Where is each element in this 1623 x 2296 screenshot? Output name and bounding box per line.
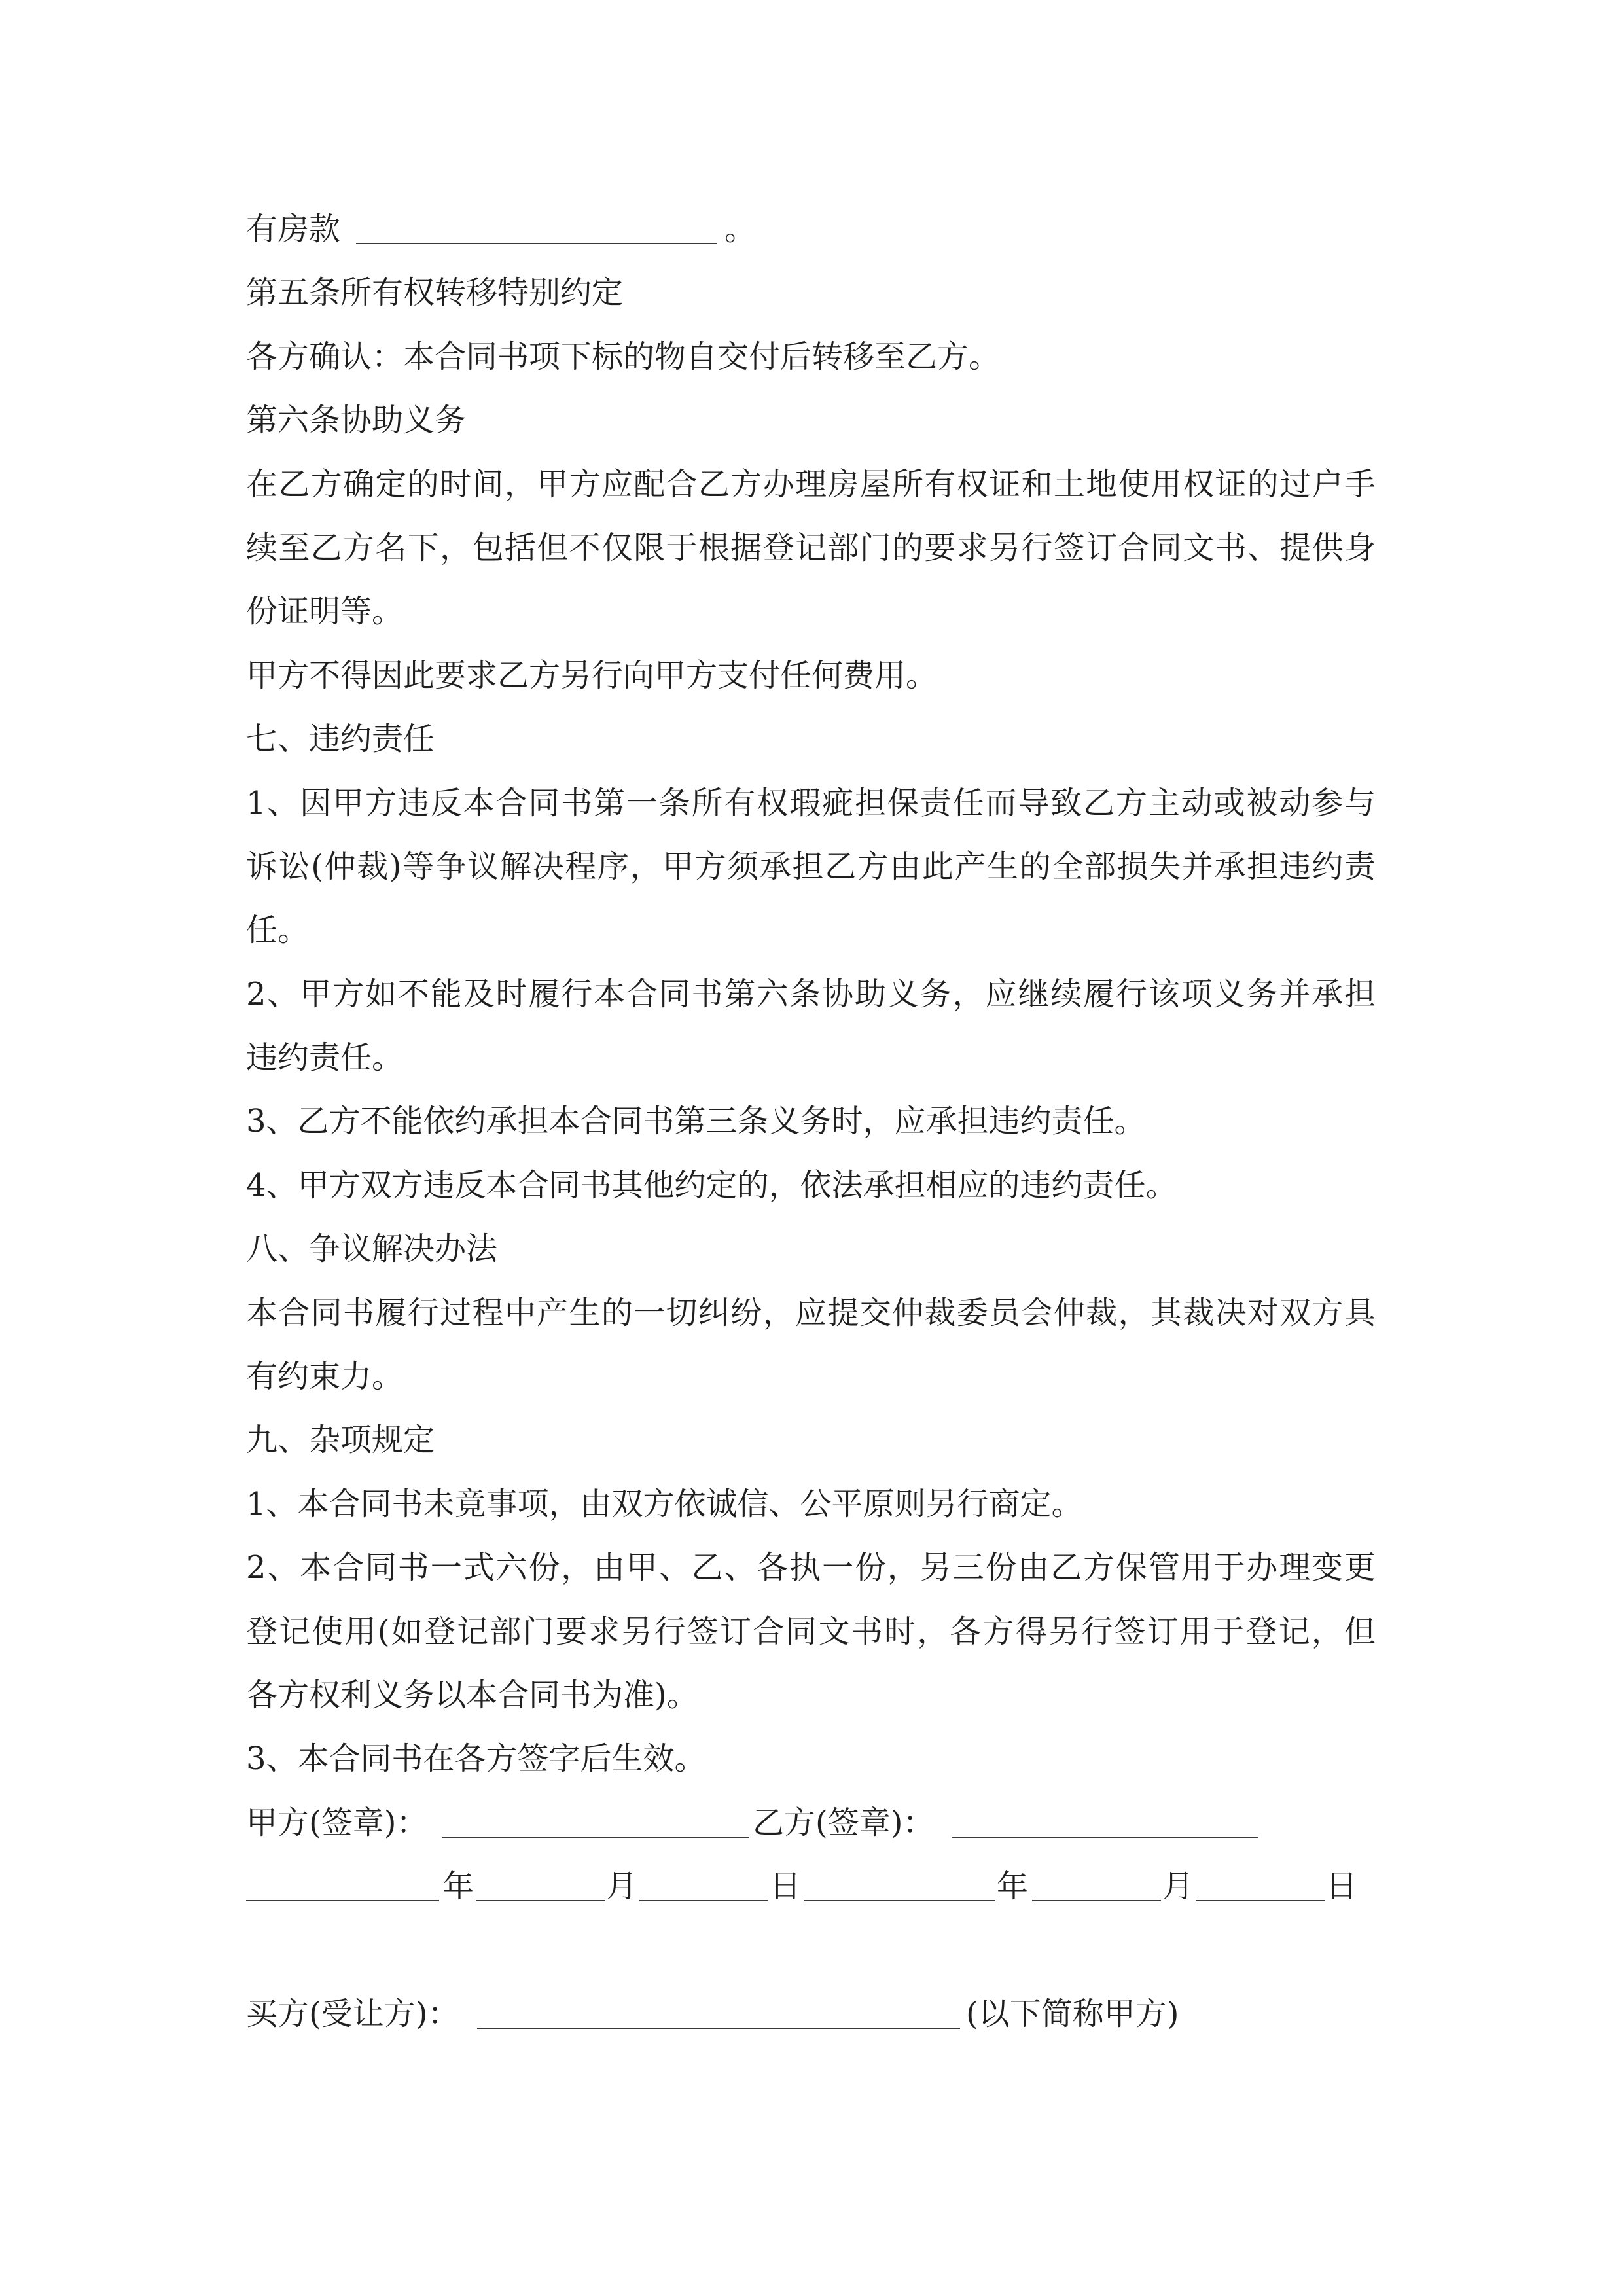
section-8-text-line: 本合同书履行过程中产生的一切纠纷，应提交仲裁委员会仲裁，其裁决对双方具 — [246, 1294, 1376, 1331]
party-a-day-label: 日 — [770, 1868, 802, 1905]
party-b-day-blank — [1196, 1900, 1325, 1901]
payment-suffix: 。 — [724, 211, 757, 247]
section-7-item-1-line: 1、因甲方违反本合同书第一条所有权瑕疵担保责任而导致乙方主动或被动参与 — [246, 784, 1376, 821]
party-b-day-label: 日 — [1326, 1868, 1358, 1905]
section-9-item-3: 3、本合同书在各方签字后生效。 — [246, 1740, 706, 1778]
buyer-name-blank — [477, 2028, 960, 2029]
article-6-paragraph-2: 甲方不得因此要求乙方另行向甲方支付任何费用。 — [246, 656, 938, 694]
party-a-month-label: 月 — [606, 1868, 638, 1905]
section-8-text-line: 有约束力。 — [246, 1358, 404, 1395]
section-7-item-2-line: 违约责任。 — [246, 1039, 404, 1077]
section-7-item-1-line: 诉讼(仲裁)等争议解决程序，甲方须承担乙方由此产生的全部损失并承担违约责 — [246, 848, 1376, 885]
section-9-item-2-line: 2、本合同书一式六份，由甲、乙、各执一份，另三份由乙方保管用于办理变更 — [246, 1549, 1376, 1587]
buyer-label: 买方(受让方)： — [246, 1995, 459, 2032]
section-7-title: 七、违约责任 — [246, 721, 435, 758]
article-6-paragraph-line: 续至乙方名下，包括但不仅限于根据登记部门的要求另行签订合同文书、提供身 — [246, 529, 1376, 566]
party-b-signature-blank — [952, 1837, 1258, 1838]
section-9-item-2-line: 各方权利义务以本合同书为准)。 — [246, 1676, 698, 1713]
signature-row — [246, 1791, 1376, 1855]
party-b-signature-label: 乙方(签章)： — [753, 1804, 935, 1841]
payment-blank — [356, 243, 717, 244]
section-7-item-3: 3、乙方不能依约承担本合同书第三条义务时，应承担违约责任。 — [246, 1103, 1146, 1140]
party-b-year-blank — [804, 1900, 995, 1901]
party-a-year-blank — [246, 1900, 439, 1901]
article-6-paragraph-line: 在乙方确定的时间，甲方应配合乙方办理房屋所有权证和土地使用权证的过户手 — [246, 465, 1376, 503]
section-9-title: 九、杂项规定 — [246, 1422, 435, 1459]
payment-line — [246, 198, 1376, 261]
party-a-signature-label: 甲方(签章)： — [246, 1804, 428, 1841]
party-b-month-blank — [1032, 1900, 1161, 1901]
buyer-row — [246, 1982, 1376, 2046]
payment-prefix: 有房款 — [246, 211, 341, 247]
party-a-day-blank — [639, 1900, 768, 1901]
article-5-title: 第五条所有权转移特别约定 — [246, 274, 624, 312]
section-7-item-2-line: 2、甲方如不能及时履行本合同书第六条协助义务，应继续履行该项义务并承担 — [246, 975, 1376, 1013]
article-6-title: 第六条协助义务 — [246, 402, 467, 439]
party-a-year-label: 年 — [442, 1868, 474, 1905]
section-7-item-4: 4、甲方双方违反本合同书其他约定的，依法承担相应的违约责任。 — [246, 1166, 1177, 1204]
section-9-item-1: 1、本合同书未竟事项，由双方依诚信、公平原则另行商定。 — [246, 1485, 1083, 1522]
party-b-month-label: 月 — [1162, 1868, 1194, 1905]
buyer-note: (以下简称甲方) — [966, 1995, 1179, 2032]
section-7-item-1-line: 任。 — [246, 912, 310, 949]
blank-line — [246, 1919, 1376, 1982]
date-row — [246, 1855, 1376, 1918]
article-5-text: 各方确认：本合同书项下标的物自交付后转移至乙方。 — [246, 338, 1001, 375]
section-9-item-2-line: 登记使用(如登记部门要求另行签订合同文书时，各方得另行签订用于登记，但 — [246, 1613, 1376, 1650]
party-a-month-blank — [476, 1900, 605, 1901]
section-8-title: 八、争议解决办法 — [246, 1230, 498, 1268]
contract-body — [246, 198, 1376, 2046]
party-b-year-label: 年 — [997, 1868, 1029, 1905]
article-6-paragraph-line: 份证明等。 — [246, 593, 404, 630]
party-a-signature-blank — [442, 1837, 749, 1838]
